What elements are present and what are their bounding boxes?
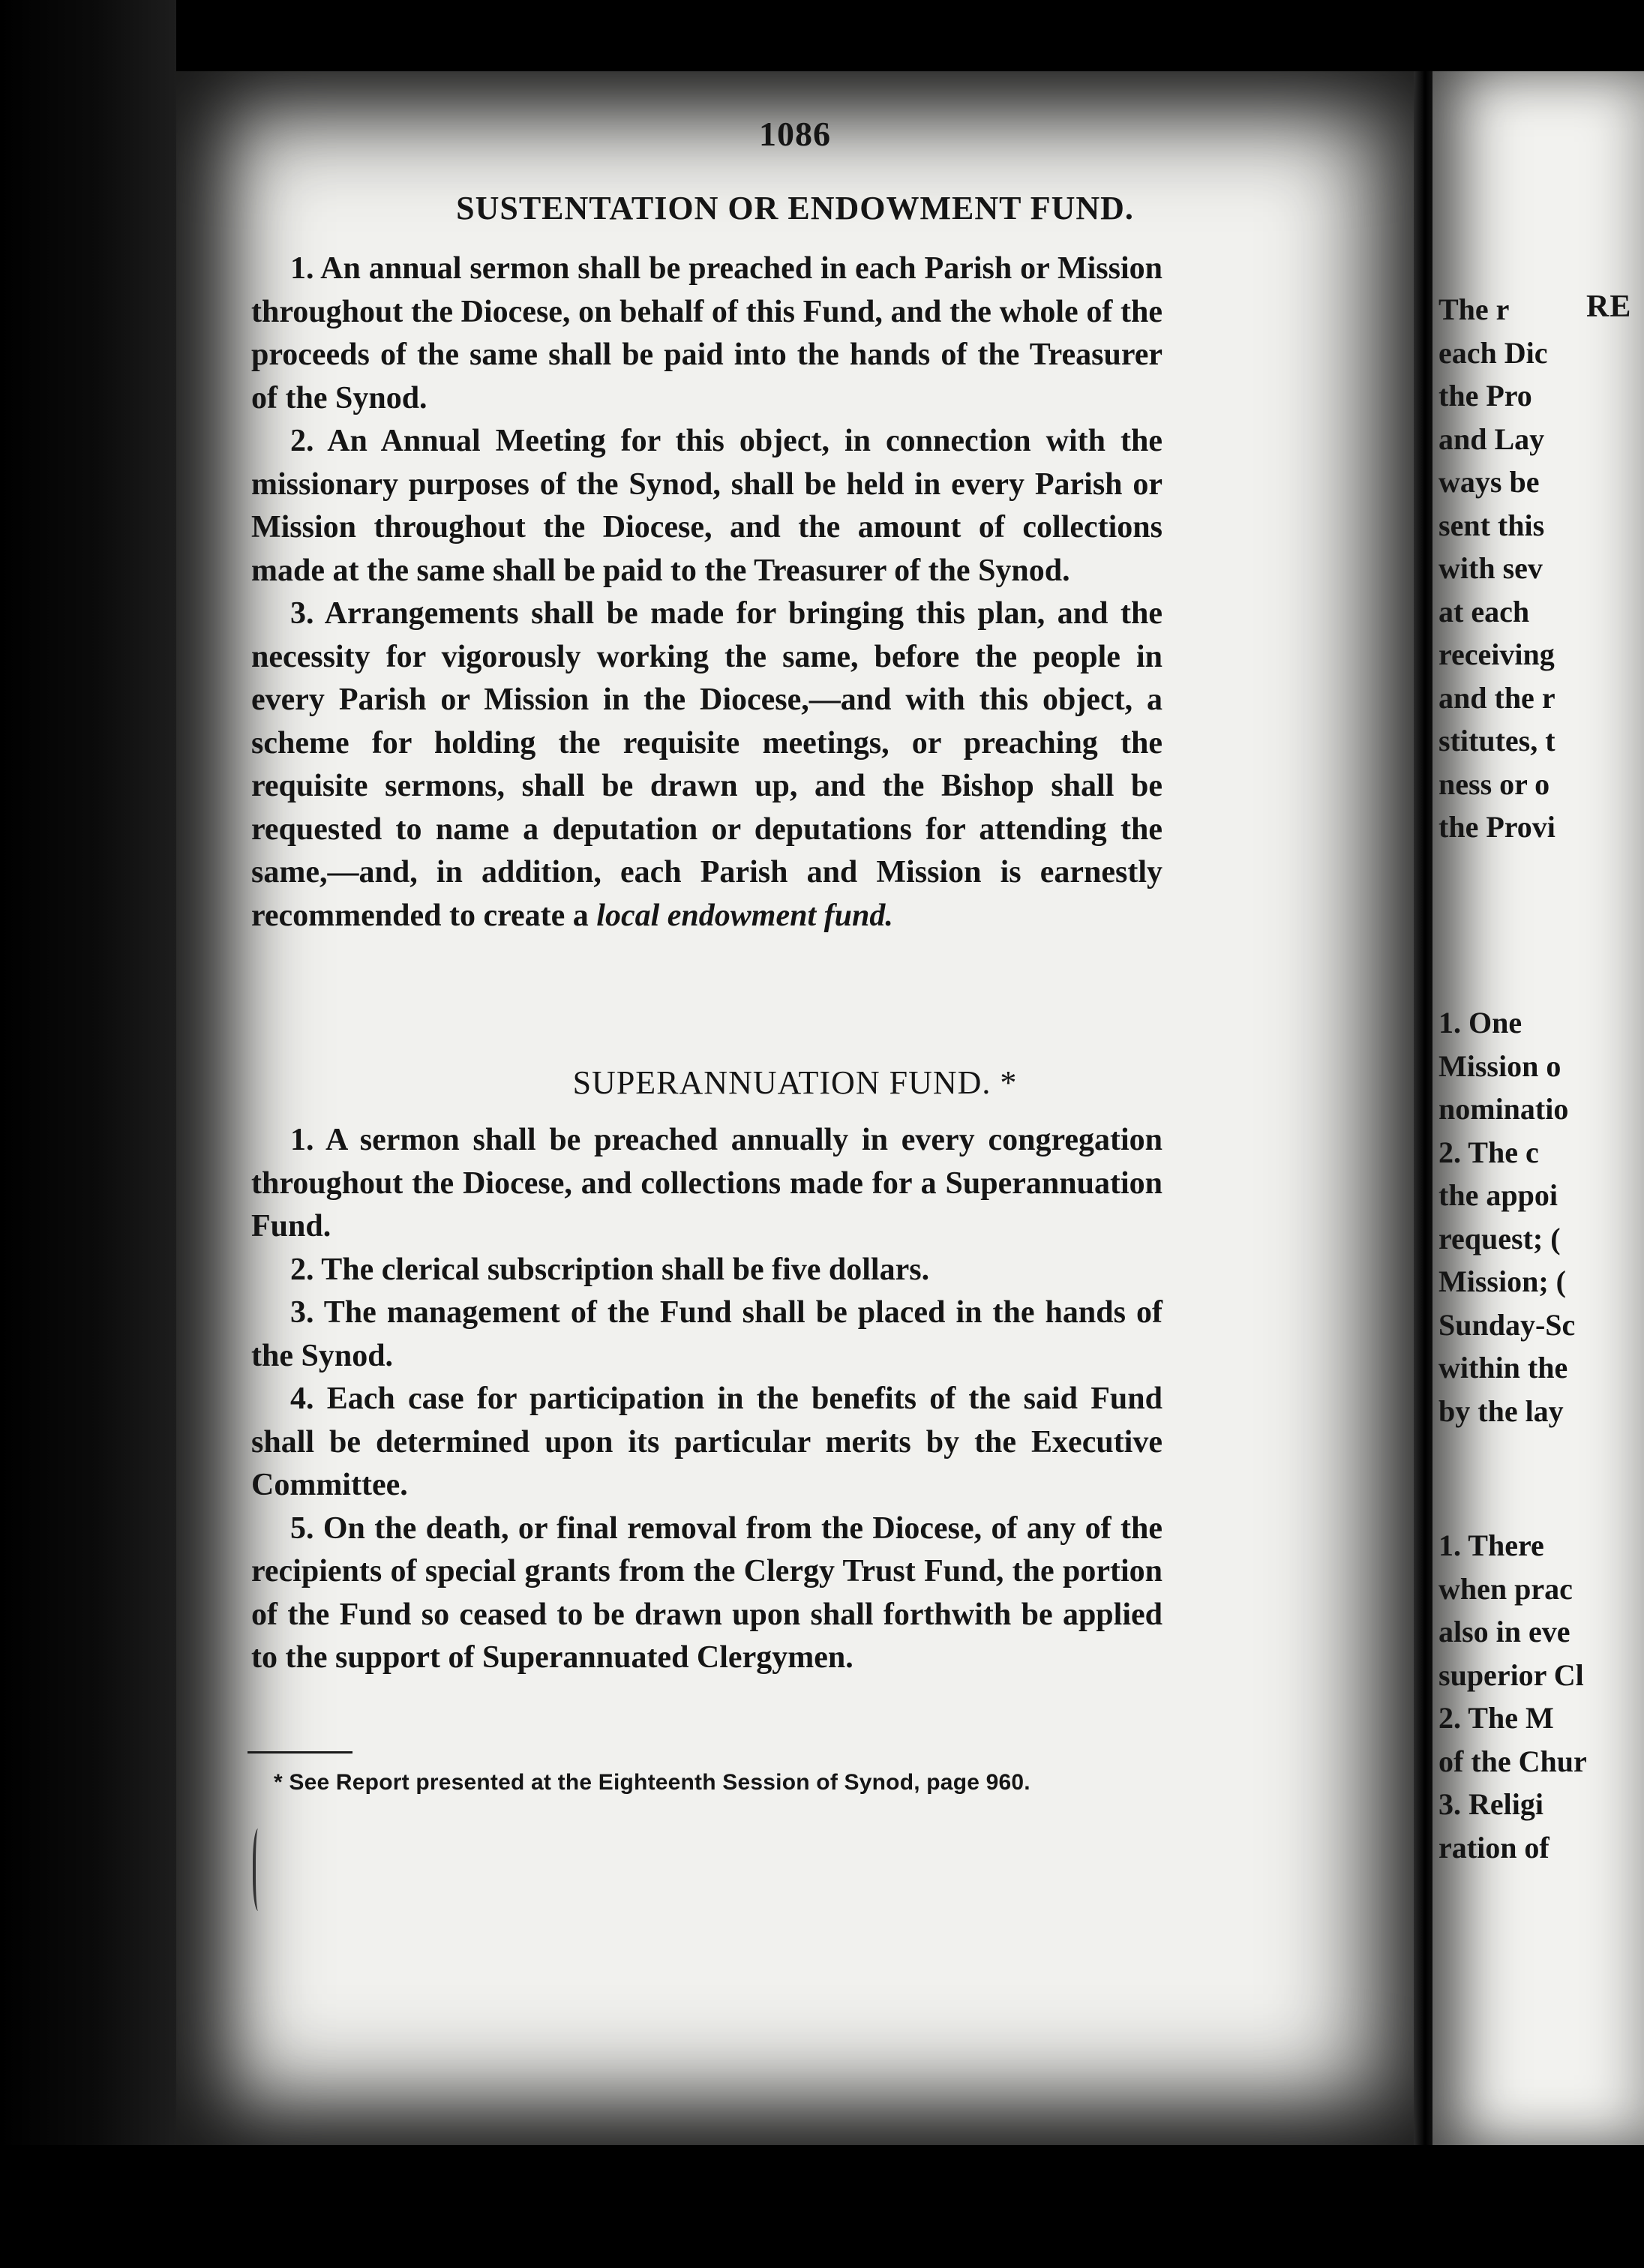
- right-page-block-2: [1438, 1001, 1644, 1432]
- superannuation-paragraph-5: 5. On the death, or final removal from the Diocese, of any of the recipients of special grants from the Clergy Trust Fund, the portion of the Fund so ceased to be drawn upon shall forthwith be applied to the support of Superannuated Clergymen.: [251, 1510, 1162, 1675]
- sustentation-paragraph-3-text: 3. Arrangements shall be made for bringing this plan, and the necessity for vigorously working the same, before the people in every Parish or Mission in the Diocese,—and with this object, a scheme for holding the requisite meetings, or preaching the requisite sermons, shall be drawn up, and the Bishop shall be requested to name a deputation or deputations for attending the same,—and, in addition, each Parish and Mission is earnestly recommended to create a: [251, 596, 1162, 933]
- sustentation-section: [251, 248, 1162, 938]
- footnote-rule: [248, 1751, 352, 1754]
- right-page-line: also in eve: [1438, 1615, 1570, 1648]
- right-page-line: the Provi: [1438, 810, 1556, 844]
- right-page-block-1: [1438, 288, 1644, 849]
- right-page-line: sent this: [1438, 508, 1545, 542]
- scan-border-left: [0, 0, 176, 2268]
- right-page-line: request; (: [1438, 1221, 1561, 1256]
- superannuation-section: [251, 1119, 1162, 1680]
- sustentation-heading: SUSTENTATION OR ENDOWMENT FUND.: [456, 190, 1134, 226]
- superannuation-heading: SUPERANNUATION FUND. *: [572, 1064, 1018, 1101]
- sustentation-paragraph-3: [251, 592, 1162, 938]
- right-page-line: Mission; (: [1438, 1264, 1566, 1298]
- pencil-mark: [253, 1828, 266, 1911]
- local-endowment-fund-italic: local endowment fund.: [596, 898, 893, 933]
- right-page-line: by the lay: [1438, 1394, 1564, 1428]
- right-page-line: ways be: [1438, 465, 1540, 499]
- right-page-heading: RE: [1586, 290, 1632, 324]
- right-page-line: The r: [1438, 292, 1510, 326]
- right-page-line: 2. The M: [1438, 1701, 1554, 1735]
- right-page-line: and the r: [1438, 680, 1556, 715]
- book-gutter: [1414, 71, 1432, 2145]
- right-page-line: the appoi: [1438, 1178, 1558, 1212]
- page-number: 1086: [759, 115, 831, 153]
- right-page-line: receiving: [1438, 638, 1555, 671]
- right-page-line: 1. There: [1438, 1528, 1544, 1562]
- sustentation-paragraph-1: 1. An annual sermon shall be preached in each Parish or Mission throughout the Diocese, on behalf of this Fund, and the whole of the proceeds of the same shall be paid into the hands of the Treasurer of the Synod.: [251, 251, 1162, 416]
- right-page-line: stitutes, t: [1438, 724, 1556, 758]
- superannuation-paragraph-1: 1. A sermon shall be preached annually in every congregation throughout the Diocese, and collections made for a Superannuation Fund.: [251, 1123, 1162, 1244]
- sustentation-paragraph-2: 2. An Annual Meeting for this object, in connection with the missionary purposes of the Synod, shall be held in every Parish or Mission throughout the Diocese, and the amount of collections made at the same shall be paid to the Treasurer of the Synod.: [251, 424, 1162, 588]
- right-page-line: when prac: [1438, 1571, 1573, 1606]
- right-page-line: ration of: [1438, 1830, 1550, 1864]
- scan-border-top: [0, 0, 1644, 71]
- right-page-line: Sunday-Sc: [1438, 1307, 1576, 1342]
- right-page-line: 3. Religi: [1438, 1787, 1544, 1821]
- right-page-line: and Lay: [1438, 422, 1545, 456]
- right-page-line: ness or o: [1438, 766, 1550, 801]
- right-page-line: 2. The c: [1438, 1135, 1539, 1169]
- right-page-line: within the: [1438, 1351, 1568, 1384]
- right-page-line: of the Chur: [1438, 1744, 1587, 1778]
- right-page-line: nominatio: [1438, 1092, 1569, 1126]
- footnote: * See Report presented at the Eighteenth Session of Synod, page 960.: [274, 1770, 1030, 1795]
- right-page-line: with sev: [1438, 551, 1543, 585]
- right-page-line: superior Cl: [1438, 1658, 1584, 1692]
- superannuation-paragraph-2: 2. The clerical subscription shall be five dollars.: [290, 1252, 930, 1287]
- right-page-line: Mission o: [1438, 1048, 1562, 1083]
- right-page-line: at each: [1438, 594, 1530, 628]
- right-page-line: the Pro: [1438, 379, 1532, 412]
- right-page-line: 1. One: [1438, 1006, 1522, 1040]
- right-page-block-3: [1438, 1524, 1644, 1869]
- superannuation-paragraph-3: 3. The management of the Fund shall be placed in the hands of the Synod.: [251, 1295, 1162, 1373]
- scan-border-bottom: [0, 2145, 1644, 2268]
- superannuation-paragraph-4: 4. Each case for participation in the benefits of the said Fund shall be determined upon its particular merits by the Executive Committee.: [251, 1382, 1162, 1502]
- right-page-line: each Dic: [1438, 335, 1548, 370]
